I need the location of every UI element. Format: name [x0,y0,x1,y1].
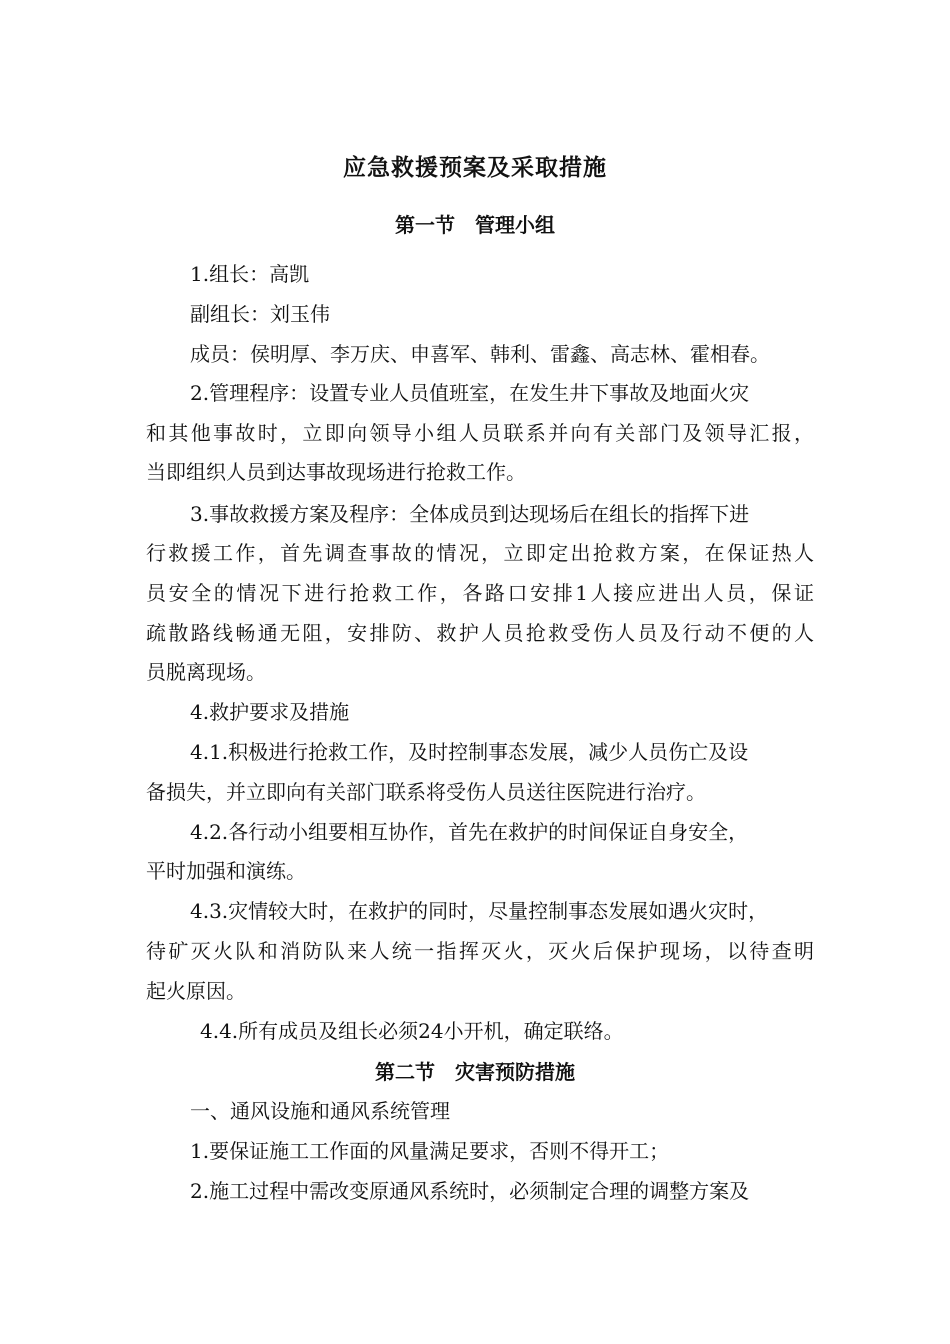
paragraph-line: 2.施工过程中需改变原通风系统时，必须制定合理的调整方案及 [190,1179,750,1203]
paragraph-line: 当即组织人员到达事故现场进行抢救工作。 [146,460,526,484]
paragraph-line: 待矿灭火队和消防队来人统一指挥灭火，灭火后保护现场，以待查明 [146,939,814,963]
document-title: 应急救援预案及采取措施 [343,155,607,181]
paragraph-line: 3.事故救援方案及程序：全体成员到达现场后在组长的指挥下进 [190,502,750,526]
paragraph-line: 备损失，并立即向有关部门联系将受伤人员送往医院进行治疗。 [146,780,706,804]
section-heading-1: 第一节 管理小组 [395,213,555,237]
paragraph-line: 成员：侯明厚、李万庆、申喜军、韩利、雷鑫、高志林、霍相春。 [190,342,770,366]
paragraph-line: 起火原因。 [146,979,246,1003]
paragraph-line: 2.管理程序：设置专业人员值班室，在发生井下事故及地面火灾 [190,381,750,405]
paragraph-line: 1.组长：高凯 [190,262,310,286]
paragraph-line: 副组长：刘玉伟 [190,302,330,326]
paragraph-line: 行救援工作，首先调查事故的情况，立即定出抢救方案，在保证热人 [146,541,814,565]
paragraph-line: 4.3.灾情较大时，在救护的同时，尽量控制事态发展如遇火灾时， [190,899,769,923]
paragraph-line: 员安全的情况下进行抢救工作，各路口安排1人接应进出人员，保证 [146,581,814,605]
paragraph-line: 1.要保证施工工作面的风量满足要求，否则不得开工； [190,1139,670,1163]
paragraph-line: 和其他事故时，立即向领导小组人员联系并向有关部门及领导汇报， [146,421,814,445]
paragraph-line: 疏散路线畅通无阻，安排防、救护人员抢救受伤人员及行动不便的人 [146,621,814,645]
paragraph-line: 4.2.各行动小组要相互协作，首先在救护的时间保证自身安全， [190,820,749,844]
paragraph-line: 4.救护要求及措施 [190,700,350,724]
paragraph-line: 4.1.积极进行抢救工作，及时控制事态发展，减少人员伤亡及设 [190,740,749,764]
paragraph-line: 员脱离现场。 [146,660,266,684]
section-heading-2: 第二节 灾害预防措施 [375,1060,575,1084]
paragraph-line: 平时加强和演练。 [146,859,306,883]
paragraph-line: 一、通风设施和通风系统管理 [190,1099,450,1123]
paragraph-line: 4.4.所有成员及组长必须24小开机，确定联络。 [200,1019,624,1043]
